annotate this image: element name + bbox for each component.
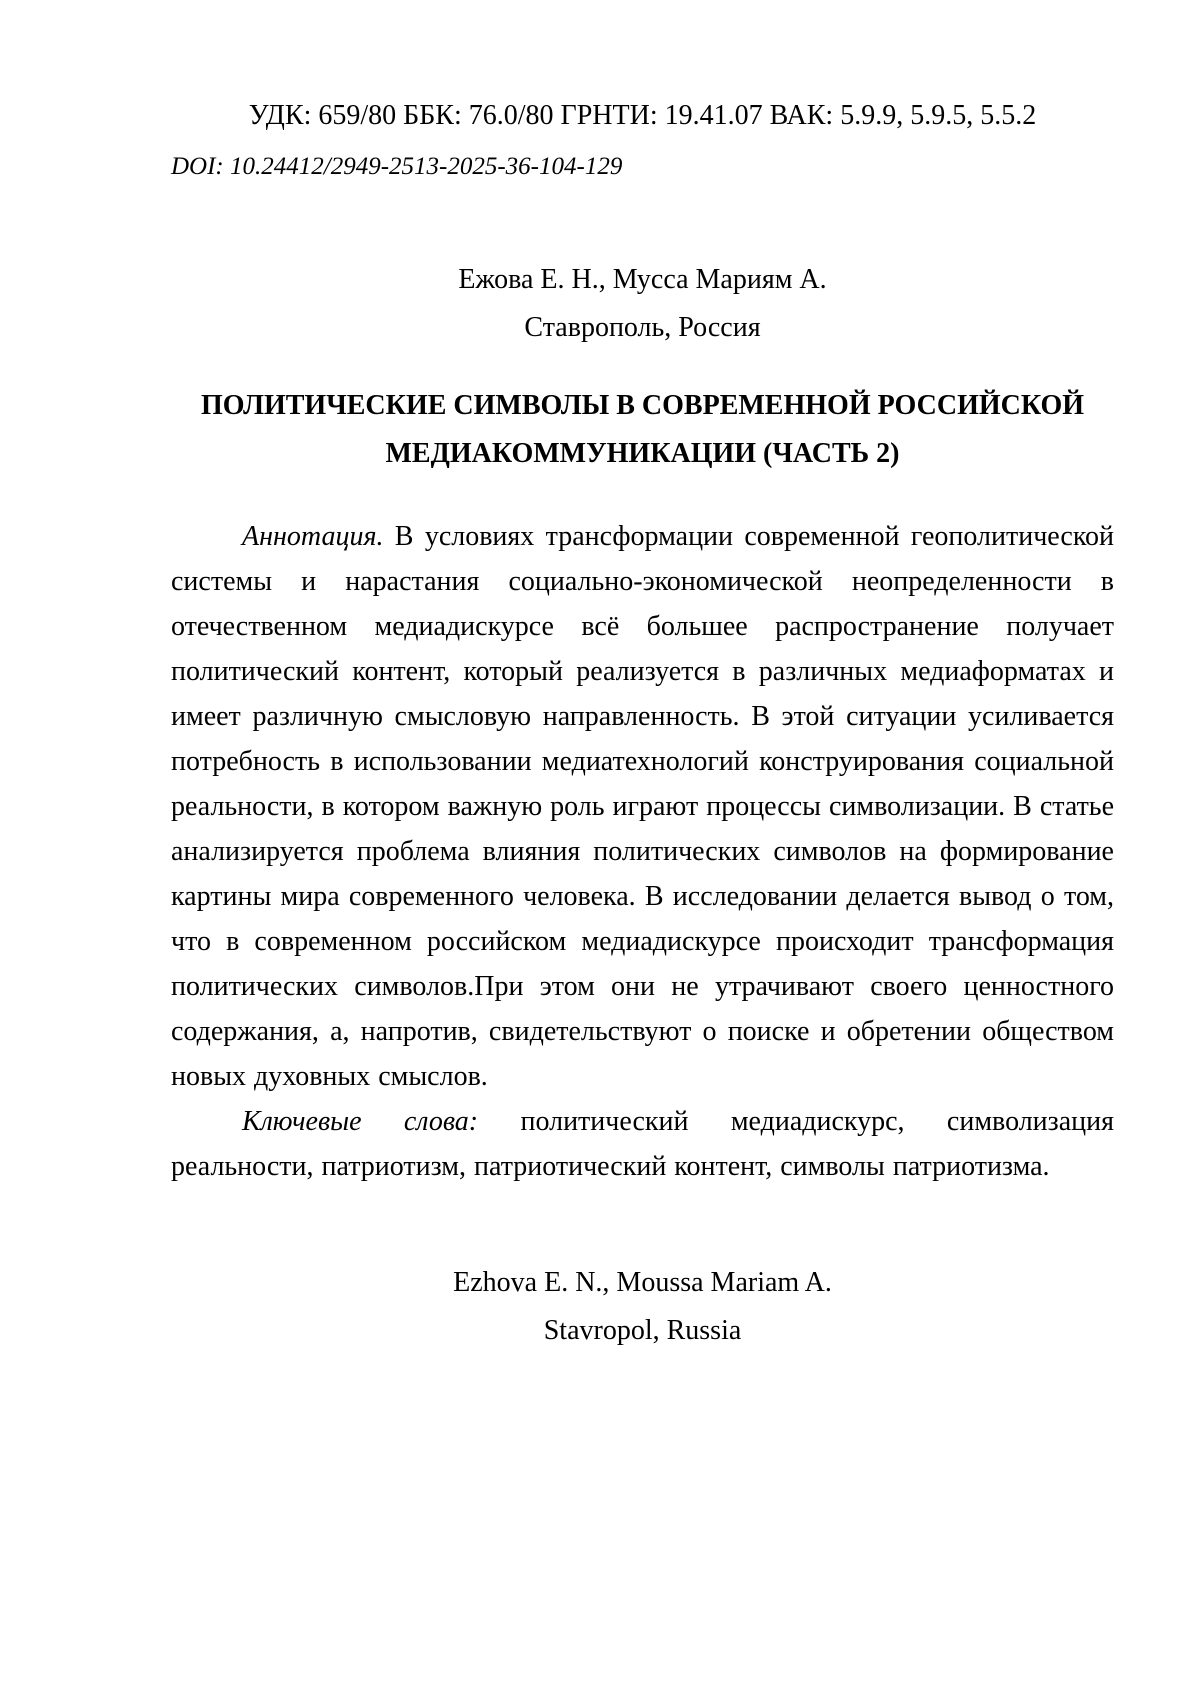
authors-en-location: Stavropol, Russia: [543, 1315, 742, 1346]
authors-ru-names: Ежова Е. Н., Мусса Мариям А.: [458, 264, 827, 295]
authors-en-names: Ezhova E. N., Moussa Mariam A.: [453, 1267, 832, 1298]
keywords-label: Ключевые слова:: [242, 1106, 479, 1137]
abstract-text: В условиях трансформации современной геополитической системы и нарастания социально-экономической неопределенности в отечественном медиадискурсе всё большее распространение получает политический контент, который реализуется в различных медиаформатах и имеет различную смысловую направленность. В этой ситуации усиливается потребность в использовании медиатехнологий конструирования социальной реальности, в котором важную роль играют процессы символизации. В статье анализируется проблема влияния политических символов на формирование картины мира современного человека. В исследовании делается вывод о том, что в современном российском медиадискурсе происходит трансформация политических символов.При этом они не утрачивают своего ценностного содержания, а, напротив, свидетельствуют о поиске и обретении обществом новых духовных смыслов.: [171, 521, 1114, 1092]
authors-ru-block: [171, 256, 1114, 352]
udk-classification-line: УДК: 659/80 ББК: 76.0/80 ГРНТИ: 19.41.07 ВАК: 5.9.9, 5.9.5, 5.5.2: [248, 100, 1037, 131]
abstract-paragraph: [171, 514, 1114, 1099]
keywords-text: политический медиадискурс, символизация реальности, патриотизм, патриотический контент, символы патриотизма.: [171, 1106, 1114, 1182]
authors-en-block: [171, 1259, 1114, 1355]
authors-ru-location: Ставрополь, Россия: [524, 312, 761, 343]
keywords-paragraph: [171, 1099, 1114, 1189]
abstract-label: Аннотация.: [242, 521, 384, 552]
article-title: ПОЛИТИЧЕСКИЕ СИМВОЛЫ В СОВРЕМЕННОЙ РОССИЙСКОЙ МЕДИАКОММУНИКАЦИИ (ЧАСТЬ 2): [200, 390, 1085, 469]
doi-line: DOI: 10.24412/2949-2513-2025-36-104-129: [171, 153, 623, 180]
